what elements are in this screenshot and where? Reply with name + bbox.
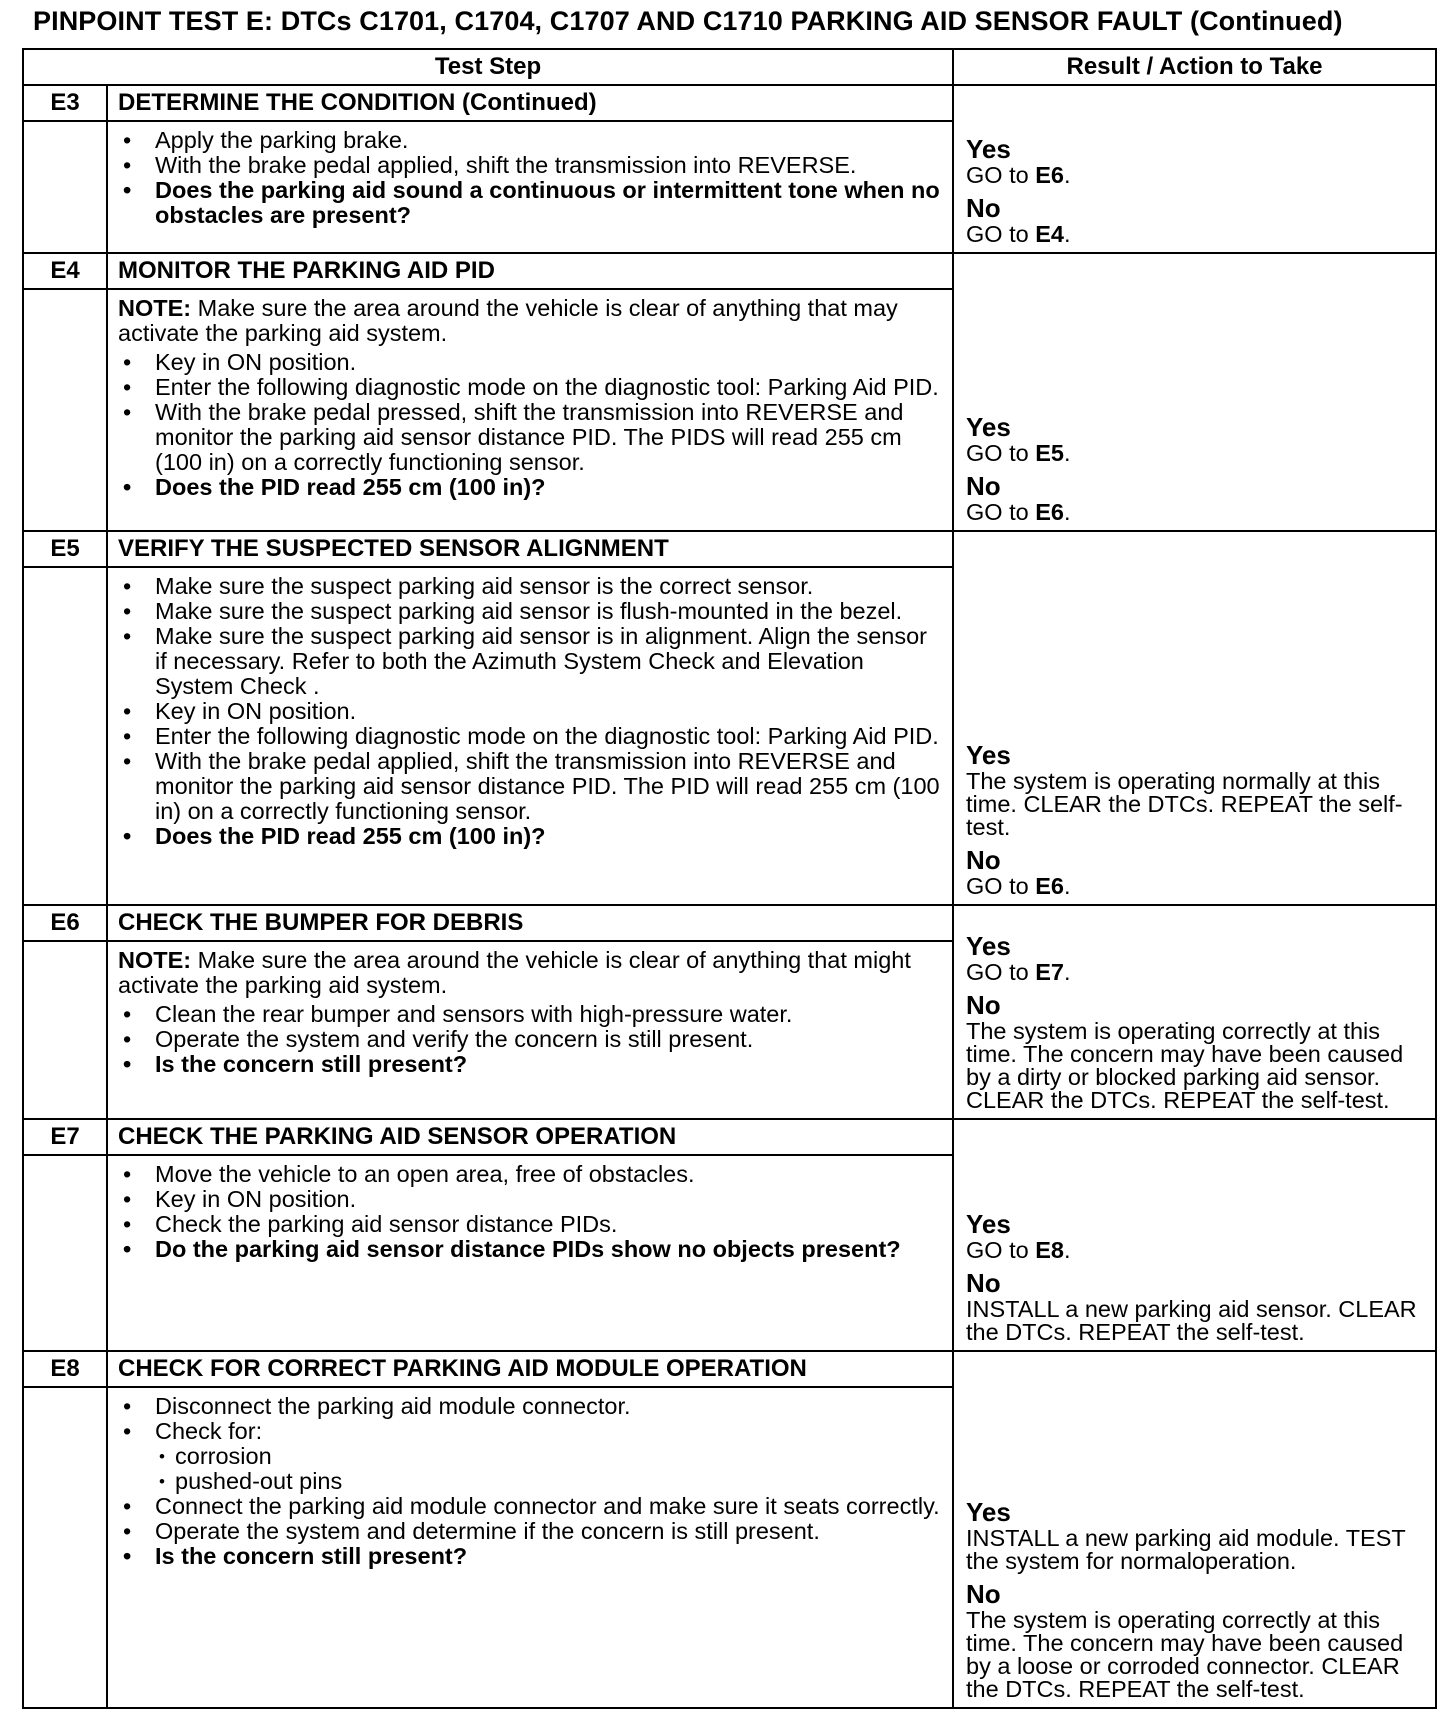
step-body [107, 289, 953, 531]
yes-label: Yes [966, 412, 1011, 442]
step-question: • Does the PID read 255 cm (100 in)? [118, 824, 942, 849]
note: NOTE: Make sure the area around the vehicle is clear of anything that might activate the parking aid system. [118, 947, 911, 998]
step-id: E7 [23, 1119, 107, 1155]
list-item: • Clean the rear bumper and sensors with high-pressure water. [118, 1002, 942, 1027]
step-body [107, 567, 953, 905]
yes-label: Yes [966, 1209, 1011, 1239]
step-body [107, 941, 953, 1119]
no-label: No [966, 845, 1001, 875]
step-id: E4 [23, 253, 107, 289]
step-title: VERIFY THE SUSPECTED SENSOR ALIGNMENT [107, 531, 953, 567]
list-item: • Make sure the suspect parking aid sensor is flush-mounted in the bezel. [118, 599, 942, 624]
step-title: CHECK THE BUMPER FOR DEBRIS [107, 905, 953, 941]
step-result [953, 1351, 1436, 1708]
list-item: • Operate the system and determine if the concern is still present. [118, 1519, 942, 1544]
sub-list-item: • pushed-out pins [155, 1469, 942, 1494]
step-question: • Does the parking aid sound a continuous or intermittent tone when no obstacles are present? [118, 178, 942, 228]
header-test-step: Test Step [23, 49, 953, 85]
list-item: • Key in ON position. [118, 699, 942, 724]
list-item: • With the brake pedal applied, shift the transmission into REVERSE and monitor the parking aid sensor distance PID. The PID will read 255 cm (100 in) on a correctly functioning sensor. [118, 749, 942, 824]
step-body [107, 1387, 953, 1708]
step-question: • Do the parking aid sensor distance PIDs show no objects present? [118, 1237, 942, 1262]
step-id: E5 [23, 531, 107, 567]
step-result [953, 253, 1436, 531]
no-label: No [966, 471, 1001, 501]
step-question: • Is the concern still present? [118, 1052, 942, 1077]
no-action: The system is operating correctly at this time. The concern may have been caused by a dirty or blocked parking aid sensor. CLEAR the DTCs. REPEAT the self-test. [966, 1018, 1404, 1113]
step-result [953, 1119, 1436, 1351]
yes-action: GO to E8. [966, 1237, 1071, 1263]
no-action: The system is operating correctly at this time. The concern may have been caused by a loose or corroded connector. CLEAR the DTCs. REPEAT the self-test. [966, 1607, 1404, 1702]
step-title: CHECK THE PARKING AID SENSOR OPERATION [107, 1119, 953, 1155]
step-question: • Is the concern still present? [118, 1544, 942, 1569]
yes-action: GO to E5. [966, 440, 1071, 466]
yes-action: The system is operating normally at this time. CLEAR the DTCs. REPEAT the self-test. [966, 768, 1403, 840]
list-item: • Apply the parking brake. [118, 128, 942, 153]
step-result [953, 905, 1436, 1119]
step-question: • Does the PID read 255 cm (100 in)? [118, 475, 942, 500]
yes-label: Yes [966, 134, 1011, 164]
yes-action: INSTALL a new parking aid module. TEST the system for normaloperation. [966, 1525, 1406, 1574]
list-item: • Disconnect the parking aid module connector. [118, 1394, 942, 1419]
step-id: E6 [23, 905, 107, 941]
no-action: GO to E6. [966, 873, 1071, 899]
step-id: E3 [23, 85, 107, 121]
list-item: • Check for: • corrosion • pushed-out pins [118, 1419, 942, 1494]
step-title: CHECK FOR CORRECT PARKING AID MODULE OPERATION [107, 1351, 953, 1387]
list-item: • Key in ON position. [118, 350, 942, 375]
no-action: GO to E6. [966, 499, 1071, 525]
pinpoint-test-table [22, 48, 1437, 1709]
list-item: • Move the vehicle to an open area, free of obstacles. [118, 1162, 942, 1187]
yes-label: Yes [966, 740, 1011, 770]
step-id: E8 [23, 1351, 107, 1387]
list-item: • Enter the following diagnostic mode on the diagnostic tool: Parking Aid PID. [118, 375, 942, 400]
no-label: No [966, 1268, 1001, 1298]
no-action: GO to E4. [966, 221, 1071, 247]
list-item: • With the brake pedal pressed, shift the transmission into REVERSE and monitor the parking aid sensor distance PID. The PIDS will read 255 cm (100 in) on a correctly functioning sensor. [118, 400, 942, 475]
step-result [953, 85, 1436, 253]
list-item: • Enter the following diagnostic mode on the diagnostic tool: Parking Aid PID. [118, 724, 942, 749]
no-action: INSTALL a new parking aid sensor. CLEAR the DTCs. REPEAT the self-test. [966, 1296, 1417, 1345]
list-item: • Connect the parking aid module connector and make sure it seats correctly. [118, 1494, 942, 1519]
list-item: • Check the parking aid sensor distance PIDs. [118, 1212, 942, 1237]
list-item: • Make sure the suspect parking aid sensor is in alignment. Align the sensor if necessary. Refer to both the Azimuth System Check and Elevation System Check . [118, 624, 942, 699]
list-item: • Make sure the suspect parking aid sensor is the correct sensor. [118, 574, 942, 599]
sub-list-item: • corrosion [155, 1444, 942, 1469]
step-body [107, 1155, 953, 1351]
yes-action: GO to E6. [966, 162, 1071, 188]
header-result: Result / Action to Take [953, 49, 1436, 85]
list-item: • With the brake pedal applied, shift the transmission into REVERSE. [118, 153, 942, 178]
list-item: • Operate the system and verify the concern is still present. [118, 1027, 942, 1052]
step-title: DETERMINE THE CONDITION (Continued) [107, 85, 953, 121]
no-label: No [966, 193, 1001, 223]
yes-action: GO to E7. [966, 959, 1071, 985]
yes-label: Yes [966, 931, 1011, 961]
list-item: • Key in ON position. [118, 1187, 942, 1212]
step-result [953, 531, 1436, 905]
step-title: MONITOR THE PARKING AID PID [107, 253, 953, 289]
note: NOTE: Make sure the area around the vehicle is clear of anything that may activate the parking aid system. [118, 295, 898, 346]
page-title: PINPOINT TEST E: DTCs C1701, C1704, C1707 AND C1710 PARKING AID SENSOR FAULT (Continued) [33, 6, 1343, 36]
no-label: No [966, 1579, 1001, 1609]
step-body [107, 121, 953, 253]
no-label: No [966, 990, 1001, 1020]
yes-label: Yes [966, 1497, 1011, 1527]
